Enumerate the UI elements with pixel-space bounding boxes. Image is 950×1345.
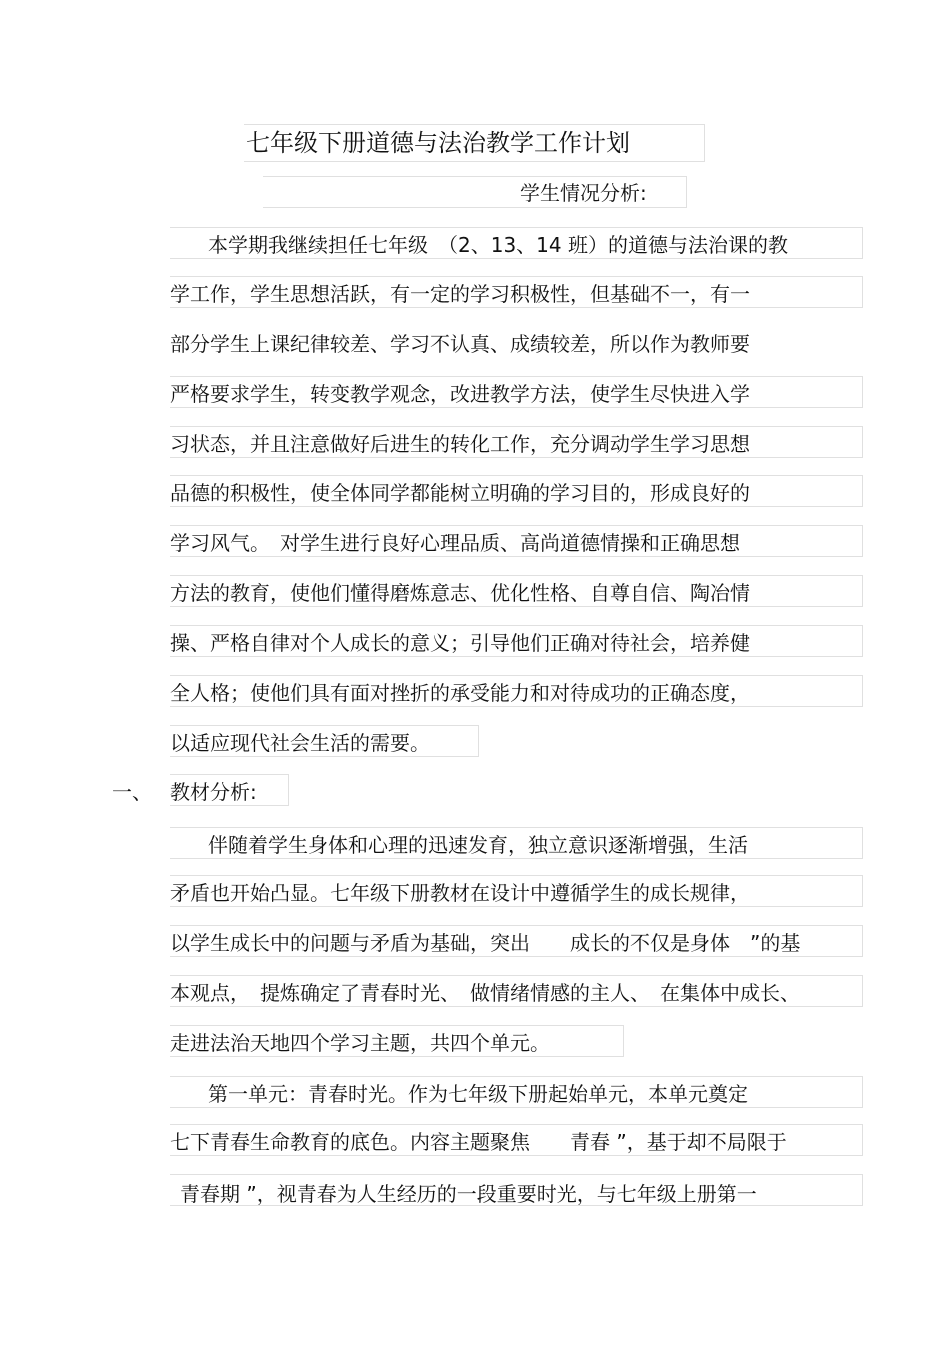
paragraph-line: 走进法治天地四个学习主题，共四个单元。	[170, 1031, 550, 1055]
paragraph-line: 学工作，学生思想活跃，有一定的学习积极性，但基础不一，有一	[170, 282, 750, 306]
document-title: 七年级下册道德与法治教学工作计划	[246, 129, 630, 157]
line-frame	[170, 975, 863, 1007]
section-heading: 教材分析:	[170, 780, 257, 804]
line-frame	[170, 376, 863, 408]
paragraph-line: 严格要求学生，转变教学观念，改进教学方法，使学生尽快进入学	[170, 382, 750, 406]
paragraph-line: 本观点， 提炼确定了青春时光、 做情绪情感的主人、 在集体中成长、	[170, 981, 800, 1005]
paragraph-line: 以适应现代社会生活的需要。	[170, 731, 430, 755]
line-frame	[170, 276, 863, 308]
line-frame	[170, 426, 863, 458]
paragraph-line: 本学期我继续担任七年级 （2、13、14 班）的道德与法治课的教	[208, 233, 788, 257]
line-frame	[170, 575, 863, 607]
line-frame	[170, 827, 863, 859]
paragraph-line: 以学生成长中的问题与矛盾为基础，突出 成长的不仅是身体 ”的基	[170, 931, 801, 955]
paragraph-line: 部分学生上课纪律较差、学习不认真、成绩较差，所以作为教师要	[170, 332, 750, 356]
paragraph-line: 全人格；使他们具有面对挫折的承受能力和对待成功的正确态度，	[170, 681, 750, 705]
title-frame	[244, 124, 705, 162]
paragraph-line: 七下青春生命教育的底色。内容主题聚焦 青春 ”，基于却不局限于	[170, 1130, 787, 1154]
line-frame	[170, 475, 863, 507]
paragraph-line: 青春期 ”，视青春为人生经历的一段重要时光，与七年级上册第一	[180, 1182, 757, 1206]
section-number: 一、	[112, 780, 152, 804]
line-frame	[170, 925, 863, 957]
paragraph-line: 习状态，并且注意做好后进生的转化工作，充分调动学生学习思想	[170, 432, 750, 456]
line-frame	[170, 725, 479, 757]
line-frame	[170, 1124, 863, 1156]
paragraph-line: 矛盾也开始凸显。七年级下册教材在设计中遵循学生的成长规律，	[170, 881, 750, 905]
line-frame	[170, 525, 863, 557]
paragraph-line: 方法的教育，使他们懂得磨炼意志、优化性格、自尊自信、陶冶情	[170, 581, 750, 605]
line-frame	[170, 675, 863, 707]
line-frame	[170, 1076, 863, 1108]
line-frame	[170, 1025, 624, 1057]
paragraph-line: 品德的积极性，使全体同学都能树立明确的学习目的，形成良好的	[170, 481, 750, 505]
subtitle-frame	[263, 176, 687, 208]
paragraph-line: 第一单元：青春时光。作为七年级下册起始单元，本单元奠定	[208, 1082, 748, 1106]
line-frame	[170, 625, 863, 657]
paragraph-line: 学习风气。 对学生进行良好心理品质、高尚道德情操和正确思想	[170, 531, 740, 555]
paragraph-line: 伴随着学生身体和心理的迅速发育，独立意识逐渐增强，生活	[208, 833, 748, 857]
line-frame	[170, 875, 863, 907]
heading-frame	[170, 774, 289, 806]
line-frame	[170, 1174, 863, 1206]
line-frame	[170, 227, 863, 259]
paragraph-line: 操、严格自律对个人成长的意义；引导他们正确对待社会，培养健	[170, 631, 750, 655]
subtitle-student-analysis: 学生情况分析:	[520, 181, 647, 205]
